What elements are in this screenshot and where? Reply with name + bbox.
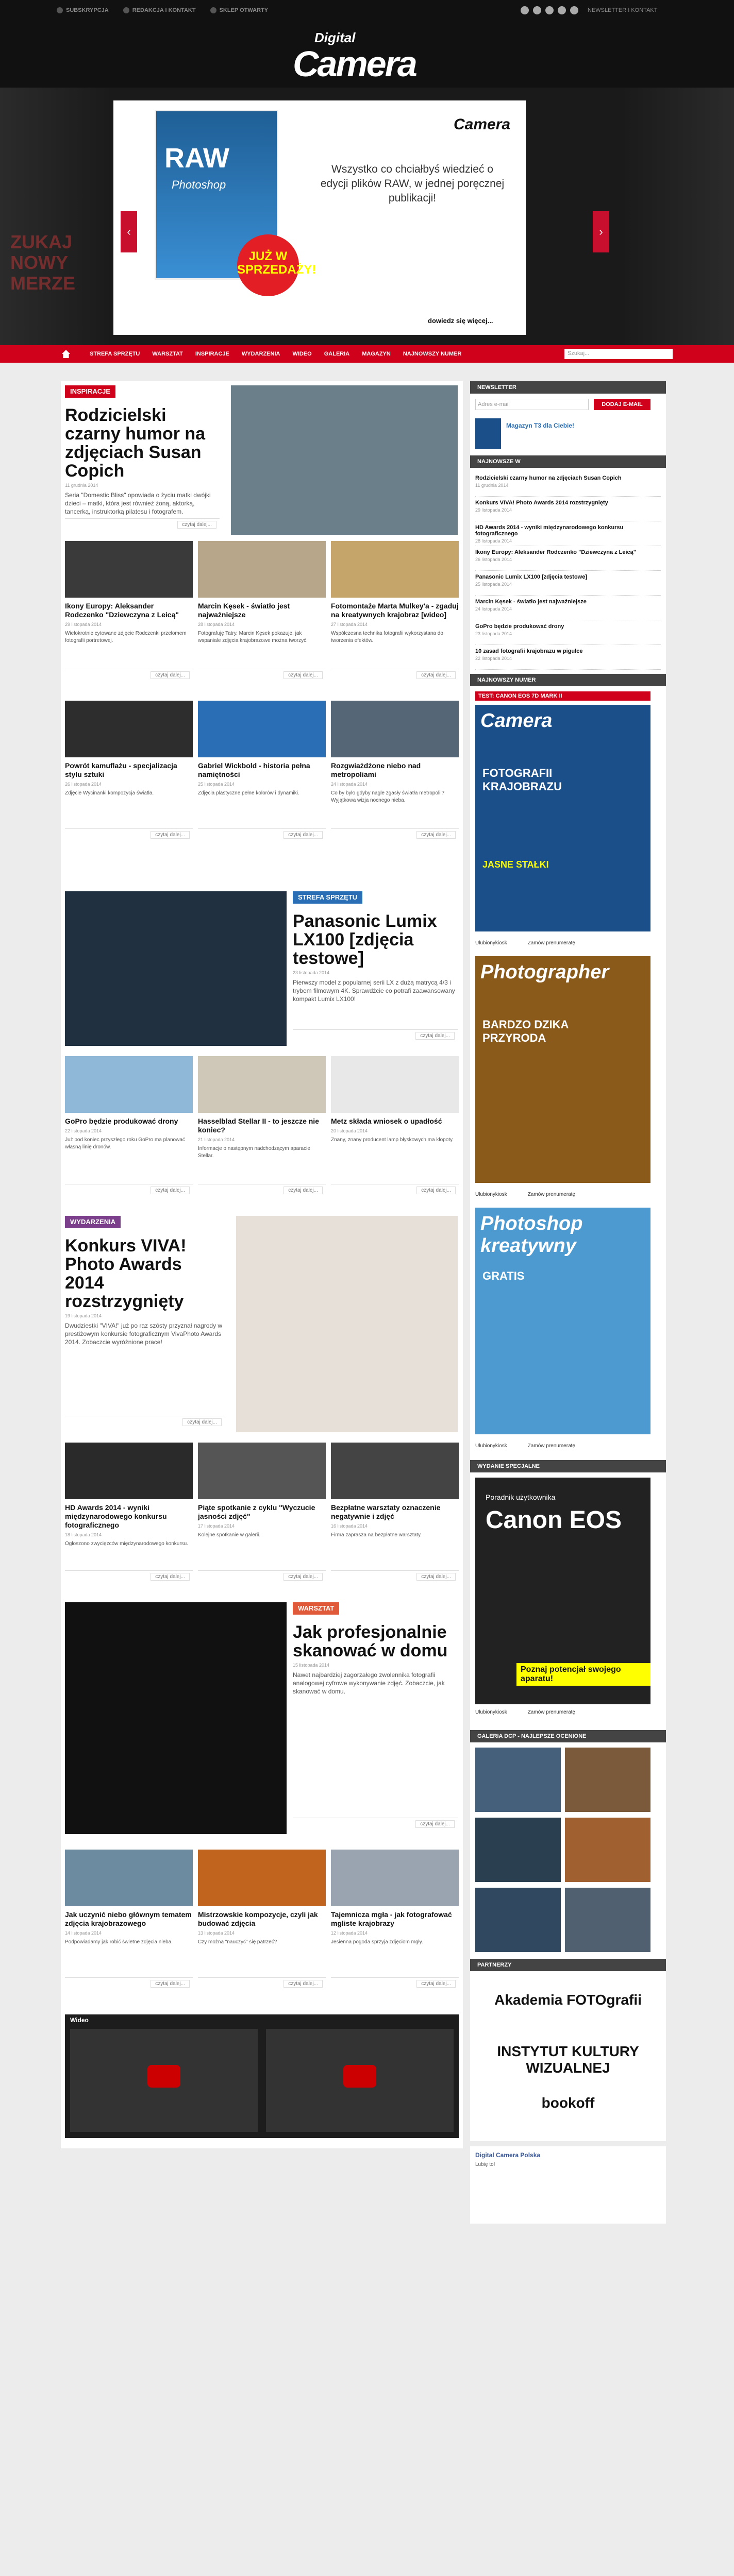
article-excerpt: Wielokrotnie cytowane zdjęcie Rodczenki przełomem fotografii portretowej. bbox=[65, 631, 187, 643]
article-card bbox=[331, 1443, 459, 1582]
article-title[interactable]: Marcin Kęsek - światło jest najważniejsze bbox=[198, 602, 290, 619]
feature-footer bbox=[65, 518, 220, 530]
newest-item[interactable] bbox=[475, 546, 661, 571]
newsletter-link[interactable]: NEWSLETTER I KONTAKT bbox=[588, 7, 658, 13]
newest-item-date: 11 grudnia 2014 bbox=[475, 483, 509, 488]
feature-article bbox=[293, 1623, 458, 1829]
gallery-thumb[interactable] bbox=[565, 1818, 650, 1882]
article-excerpt: Kolejne spotkanie w galerii. bbox=[198, 1532, 261, 1538]
article-title[interactable]: GoPro będzie produkować drony bbox=[65, 1117, 178, 1125]
issues-box bbox=[470, 686, 666, 1460]
feature-excerpt: Dwudziestki "VIVA!" już po raz szósty przyznał nagrody w prestiżowym konkursie fotograficznym VivaPhoto Awards 2014. Zobaczcie wyróżnione prace! bbox=[65, 1322, 223, 1346]
feature-date: 15 listopada 2014 bbox=[293, 1663, 330, 1668]
sidebar-heading: NAJNOWSZY NUMER bbox=[470, 674, 666, 686]
feature-title[interactable]: Konkurs VIVA! Photo Awards 2014 rozstrzygnięty bbox=[65, 1236, 187, 1311]
issue-logo: Photoshop kreatywny bbox=[480, 1213, 583, 1257]
issue-logo: Photographer bbox=[480, 961, 609, 983]
article-card bbox=[65, 1056, 193, 1195]
site-logo[interactable] bbox=[289, 26, 443, 82]
read-more-button[interactable]: czytaj dalej... bbox=[416, 1980, 456, 1988]
article-image[interactable] bbox=[198, 1056, 326, 1113]
article-date: 25 listopada 2014 bbox=[198, 782, 235, 787]
special-cover[interactable] bbox=[475, 1478, 650, 1704]
article-footer bbox=[198, 669, 326, 680]
ghost-text: ZUKAJ NOWY MERZE bbox=[10, 231, 75, 294]
social-links bbox=[521, 6, 657, 14]
article-footer bbox=[65, 1184, 193, 1195]
subscribe-link[interactable]: Zamów prenumeratę bbox=[527, 1191, 575, 1197]
article-excerpt: Jesienna pogoda sprzyja zdjęciom mgły. bbox=[331, 1939, 423, 1945]
video-player[interactable] bbox=[70, 2029, 258, 2132]
partner-logo[interactable]: INSTYTUT KULTURY WIZUALNEJ bbox=[497, 2043, 639, 2076]
play-icon[interactable] bbox=[343, 2065, 376, 2088]
newest-item[interactable] bbox=[475, 521, 661, 546]
cart-icon bbox=[210, 7, 216, 13]
article-card bbox=[198, 1850, 326, 1989]
article-title[interactable]: Powrót kamuflażu - specjalizacja stylu sztuki bbox=[65, 761, 177, 778]
logo-camera: Camera bbox=[293, 44, 416, 84]
nav-item[interactable]: GALERIA bbox=[324, 351, 350, 357]
top-bar bbox=[0, 0, 734, 88]
article-footer bbox=[331, 669, 459, 680]
article-footer bbox=[198, 828, 326, 840]
play-icon[interactable] bbox=[147, 2065, 180, 2088]
article-footer bbox=[65, 1570, 193, 1582]
article-title[interactable]: Tajemnicza mgła - jak fotografować mgliste krajobrazy bbox=[331, 1910, 452, 1927]
issue-headline: BARDZO DZIKA PRZYRODA bbox=[482, 1018, 569, 1044]
read-more-button[interactable]: czytaj dalej... bbox=[283, 1187, 323, 1194]
special-actions bbox=[475, 1704, 661, 1720]
slide-message: Wszystko co chciałbyś wiedzieć o edycji plików RAW, w jednej poręcznej publikacji! bbox=[320, 163, 505, 204]
read-more-button[interactable]: czytaj dalej... bbox=[416, 1573, 456, 1581]
feature-article bbox=[65, 1236, 225, 1427]
read-more-button[interactable]: czytaj dalej... bbox=[283, 671, 323, 679]
partner-logo[interactable]: Akademia FOTOgrafii bbox=[494, 1992, 642, 2008]
hero-slider bbox=[0, 88, 734, 345]
article-footer bbox=[331, 1184, 459, 1195]
article-image[interactable] bbox=[198, 1443, 326, 1499]
read-more-button[interactable]: czytaj dalej... bbox=[416, 671, 456, 679]
promo-title[interactable]: Magazyn T3 dla Ciebie! bbox=[506, 422, 575, 429]
partners-box bbox=[470, 1971, 666, 2141]
section-label-inspiracje[interactable]: INSPIRACJE bbox=[65, 385, 115, 398]
newest-item-date: 24 listopada 2014 bbox=[475, 606, 512, 612]
newest-item[interactable] bbox=[475, 497, 661, 521]
article-excerpt: Znany, znany producent lamp błyskowych ma kłopoty. bbox=[331, 1137, 454, 1143]
article-footer bbox=[198, 1977, 326, 1989]
article-excerpt: Ogłoszono zwycięzców międzynarodowego konkursu. bbox=[65, 1541, 189, 1547]
article-image[interactable] bbox=[65, 1850, 193, 1906]
article-image[interactable] bbox=[65, 541, 193, 598]
feature-date: 19 listopada 2014 bbox=[65, 1313, 102, 1318]
feature-excerpt: Pierwszy model z popularnej serii LX z dużą matrycą 4/3 i trybem filmowym 4K. Sprawdźcie co potrafi zaawansowany kompakt Lumix LX100! bbox=[293, 979, 455, 1003]
nav-item[interactable]: MAGAZYN bbox=[362, 351, 391, 357]
top-link-label: SUBSKRYPCJA bbox=[66, 7, 109, 13]
article-title[interactable]: Mistrzowskie kompozycje, czyli jak budować zdjęcia bbox=[198, 1910, 318, 1927]
feature-excerpt: Nawet najbardziej zagorzałego zwolennika fotografii analogowej cyfrowe wykonywanie zdjęć. Zobaczcie, jak skanować w domu. bbox=[293, 1671, 445, 1695]
feature-title[interactable]: Rodzicielski czarny humor na zdjęciach Susan Copich bbox=[65, 405, 206, 481]
feature-article bbox=[293, 912, 458, 1041]
nav-items bbox=[84, 345, 468, 363]
sidebar-heading: GALERIA DCP - NAJLEPSZE OCENIONE bbox=[470, 1730, 666, 1742]
article-footer bbox=[331, 828, 459, 840]
article-card bbox=[65, 1443, 193, 1582]
article-title[interactable]: Bezpłatne warsztaty oznaczenie negatywnie i zdjęć bbox=[331, 1503, 441, 1520]
main-nav bbox=[0, 345, 734, 363]
issue-logo: Camera bbox=[480, 710, 553, 732]
slide-logo: Camera bbox=[454, 116, 511, 133]
video-section bbox=[65, 2014, 459, 2138]
article-excerpt: Zdjęcie Wycinanki kompozycja światła. bbox=[65, 790, 154, 796]
article-footer bbox=[198, 1570, 326, 1582]
main-content bbox=[61, 381, 463, 2148]
issue-headline: FOTOGRAFII KRAJOBRAZU bbox=[482, 767, 562, 793]
issue-headline: GRATIS bbox=[482, 1269, 525, 1282]
read-more-button[interactable]: czytaj dalej... bbox=[416, 831, 456, 839]
newest-item-title: GoPro będzie produkować drony bbox=[475, 623, 564, 630]
top-links bbox=[57, 7, 268, 13]
article-date: 12 listopada 2014 bbox=[331, 1930, 368, 1936]
youtube-icon[interactable] bbox=[558, 6, 566, 14]
feature-footer bbox=[65, 1416, 225, 1427]
newest-item-title: Panasonic Lumix LX100 [zdjęcia testowe] bbox=[475, 574, 588, 580]
subscribe-link[interactable]: Zamów prenumeratę bbox=[527, 1443, 575, 1449]
article-date: 16 listopada 2014 bbox=[331, 1523, 368, 1529]
partner-logo[interactable]: bookoff bbox=[541, 2095, 595, 2111]
nav-item[interactable]: INSPIRACJE bbox=[195, 351, 229, 357]
article-card bbox=[65, 541, 193, 680]
article-footer bbox=[331, 1570, 459, 1582]
top-link[interactable] bbox=[210, 7, 269, 13]
newest-item-title: Konkurs VIVA! Photo Awards 2014 rozstrzygnięty bbox=[475, 500, 608, 506]
slider-next-preview bbox=[621, 88, 734, 345]
sidebar-heading: WYDANIE SPECJALNE bbox=[470, 1460, 666, 1472]
article-date: 22 listopada 2014 bbox=[65, 1128, 102, 1133]
article-excerpt: Czy można "nauczyć" się patrzeć? bbox=[198, 1939, 277, 1945]
newest-item-title: Marcin Kęsek - światło jest najważniejsze bbox=[475, 599, 587, 605]
read-more-button[interactable]: czytaj dalej... bbox=[151, 671, 190, 679]
gallery-thumb[interactable] bbox=[475, 1818, 561, 1882]
gallery-thumb[interactable] bbox=[565, 1748, 650, 1812]
article-excerpt: Współczesna technika fotografii wykorzystana do tworzenia efektów. bbox=[331, 631, 443, 643]
sidebar-heading: PARTNERZY bbox=[470, 1959, 666, 1971]
newest-item-title: Ikony Europy: Aleksander Rodczenko "Dziewczyna z Leicą" bbox=[475, 549, 637, 555]
top-link-label: SKLEP OTWARTY bbox=[219, 7, 269, 13]
article-excerpt: Fotografuję Tatry. Marcin Kęsek pokazuje, jak wspaniale zdjęcia krajobrazowe można tworzyć. bbox=[198, 631, 308, 643]
kiosk-link[interactable]: Ulubionykiosk bbox=[475, 1709, 507, 1715]
article-title[interactable]: HD Awards 2014 - wyniki międzynarodowego konkursu fotograficznego bbox=[65, 1503, 167, 1529]
article-date: 26 listopada 2014 bbox=[65, 782, 102, 787]
facebook-like[interactable]: Lubię to! bbox=[475, 2162, 495, 2167]
article-footer bbox=[331, 1977, 459, 1989]
article-image[interactable] bbox=[331, 1056, 459, 1113]
read-more-button[interactable]: czytaj dalej... bbox=[151, 1187, 190, 1194]
newest-item[interactable] bbox=[475, 596, 661, 620]
feature-title[interactable]: Jak profesjonalnie skanować w domu bbox=[293, 1622, 448, 1660]
article-card bbox=[198, 541, 326, 680]
search-input[interactable] bbox=[564, 349, 673, 359]
read-more-button[interactable]: czytaj dalej... bbox=[283, 1980, 323, 1988]
feature-image[interactable] bbox=[236, 1216, 458, 1432]
article-date: 18 listopada 2014 bbox=[65, 1532, 102, 1537]
article-title[interactable]: Jak uczynić niebo głównym tematem zdjęcia krajobrazowego bbox=[65, 1910, 192, 1927]
article-excerpt: Firma zaprasza na bezpłatne warsztaty. bbox=[331, 1532, 422, 1538]
top-link-label: REDAKCJA I KONTAKT bbox=[132, 7, 196, 13]
article-excerpt: Już pod koniec przyszłego roku GoPro ma planować własną linię dronów. bbox=[65, 1137, 185, 1150]
home-icon[interactable] bbox=[62, 350, 70, 358]
article-title[interactable]: Gabriel Wickbold - historia pełna namiętności bbox=[198, 761, 310, 778]
article-title[interactable]: Rozgwiażdżone niebo nad metropoliami bbox=[331, 761, 421, 778]
newest-item-date: 26 listopada 2014 bbox=[475, 557, 512, 562]
section-label-strefa[interactable]: STREFA SPRZĘTU bbox=[293, 891, 362, 904]
newest-list bbox=[470, 468, 666, 674]
newest-item-date: 22 listopada 2014 bbox=[475, 656, 512, 661]
article-excerpt: Zdjęcia plastyczne pełne kolorów i dynamiki. bbox=[198, 790, 299, 796]
article-image[interactable] bbox=[65, 1056, 193, 1113]
slider-prev-arrow[interactable]: ‹ bbox=[121, 211, 137, 252]
newest-item[interactable] bbox=[475, 571, 661, 596]
article-date: 13 listopada 2014 bbox=[198, 1930, 235, 1936]
issue-actions bbox=[475, 934, 661, 952]
read-more-button[interactable]: czytaj dalej... bbox=[151, 1573, 190, 1581]
newsletter-input[interactable]: Adres e-mail bbox=[475, 399, 589, 410]
feature-date: 11 grudnia 2014 bbox=[65, 483, 98, 488]
article-card bbox=[331, 1056, 459, 1195]
article-title[interactable]: Ikony Europy: Aleksander Rodczenko "Dziewczyna z Leicą" bbox=[65, 602, 179, 619]
article-image[interactable] bbox=[65, 701, 193, 757]
feature-footer bbox=[293, 1029, 458, 1041]
article-card bbox=[198, 1056, 326, 1195]
article-footer bbox=[65, 828, 193, 840]
gallery-thumb[interactable] bbox=[475, 1748, 561, 1812]
article-date: 29 listopada 2014 bbox=[65, 622, 102, 627]
nav-item[interactable]: STREFA SPRZĘTU bbox=[90, 351, 140, 357]
article-card bbox=[331, 701, 459, 840]
article-title[interactable]: Piąte spotkanie z cyklu "Wyczucie jasności zdjęć" bbox=[198, 1503, 315, 1520]
article-footer bbox=[65, 669, 193, 680]
nav-item[interactable]: WYDARZENIA bbox=[241, 351, 280, 357]
mail-icon bbox=[123, 7, 129, 13]
slide-more-link[interactable]: dowiedz się więcej... bbox=[428, 317, 493, 325]
read-more-button[interactable]: czytaj dalej... bbox=[151, 831, 190, 839]
article-image[interactable] bbox=[198, 541, 326, 598]
issue-banner: TEST: CANON EOS 7D MARK II bbox=[475, 691, 650, 701]
read-more-button[interactable]: czytaj dalej... bbox=[177, 521, 216, 529]
slide[interactable] bbox=[113, 100, 526, 335]
read-more-button[interactable]: czytaj dalej... bbox=[415, 1032, 455, 1040]
article-image[interactable] bbox=[331, 1850, 459, 1906]
article-excerpt: Podpowiadamy jak robić świetne zdjęcia nieba. bbox=[65, 1939, 173, 1945]
video-label: Wideo bbox=[70, 2016, 89, 2024]
newest-item-title: HD Awards 2014 - wyniki międzynarodowego konkursu fotograficznego bbox=[475, 524, 624, 537]
subscribe-link[interactable]: Zamów prenumeratę bbox=[527, 1709, 575, 1715]
read-more-button[interactable]: czytaj dalej... bbox=[415, 1820, 455, 1828]
gallery-box bbox=[470, 1742, 666, 1959]
newest-item-date: 23 listopada 2014 bbox=[475, 631, 512, 636]
sidebar-heading: NEWSLETTER bbox=[470, 381, 666, 394]
user-icon bbox=[57, 7, 63, 13]
promo-image[interactable] bbox=[475, 418, 501, 449]
facebook-title[interactable]: Digital Camera Polska bbox=[475, 2151, 541, 2159]
cover-photoshop: Photoshop bbox=[172, 178, 226, 191]
issue-cover[interactable] bbox=[475, 1208, 650, 1434]
twitter-icon[interactable] bbox=[533, 6, 541, 14]
feature-date: 23 listopada 2014 bbox=[293, 970, 330, 975]
article-image[interactable] bbox=[331, 1443, 459, 1499]
newest-item-date: 29 listopada 2014 bbox=[475, 507, 512, 513]
kiosk-link[interactable]: Ulubionykiosk bbox=[475, 1191, 507, 1197]
newest-item[interactable] bbox=[475, 472, 661, 497]
issue-cover[interactable] bbox=[475, 705, 650, 931]
top-link[interactable] bbox=[57, 7, 109, 13]
read-more-button[interactable]: czytaj dalej... bbox=[151, 1980, 190, 1988]
kiosk-link[interactable]: Ulubionykiosk bbox=[475, 1443, 507, 1449]
logo-digital: Digital bbox=[314, 30, 356, 45]
gallery-thumb[interactable] bbox=[475, 1888, 561, 1952]
article-card bbox=[198, 701, 326, 840]
article-excerpt: Informacje o następnym nadchodzącym aparacie Stellar. bbox=[198, 1146, 310, 1159]
read-more-button[interactable]: czytaj dalej... bbox=[283, 831, 323, 839]
article-excerpt: Co by było gdyby nagle zgasły światła metropolii? Wyjątkowa wizja nocnego nieba. bbox=[331, 790, 445, 803]
article-card bbox=[65, 1850, 193, 1989]
read-more-button[interactable]: czytaj dalej... bbox=[182, 1418, 222, 1426]
article-date: 14 listopada 2014 bbox=[65, 1930, 102, 1936]
issue-actions bbox=[475, 1185, 661, 1204]
newest-item-title: 10 zasad fotografii krajobrazu w pigułce bbox=[475, 648, 583, 654]
slider-prev-preview bbox=[0, 88, 113, 345]
feature-image[interactable] bbox=[65, 891, 287, 1046]
read-more-button[interactable]: czytaj dalej... bbox=[416, 1187, 456, 1194]
newest-item-title: Rodzicielski czarny humor na zdjęciach Susan Copich bbox=[475, 475, 622, 481]
issue-actions bbox=[475, 1436, 661, 1455]
special-box bbox=[470, 1472, 666, 1730]
newsletter-button[interactable]: DODAJ E-MAIL bbox=[594, 399, 650, 410]
section-label-warsztat[interactable]: WARSZTAT bbox=[293, 1602, 339, 1615]
special-sub: Poznaj potencjał swojego aparatu! bbox=[516, 1663, 650, 1686]
article-date: 27 listopada 2014 bbox=[331, 622, 368, 627]
slider-next-arrow[interactable]: › bbox=[593, 211, 609, 252]
nav-item[interactable]: WIDEO bbox=[292, 351, 312, 357]
facebook-icon[interactable] bbox=[521, 6, 529, 14]
top-link[interactable] bbox=[123, 7, 196, 13]
read-more-button[interactable]: czytaj dalej... bbox=[283, 1573, 323, 1581]
article-footer bbox=[198, 1184, 326, 1195]
article-date: 28 listopada 2014 bbox=[198, 622, 235, 627]
article-date: 17 listopada 2014 bbox=[198, 1523, 235, 1529]
newest-item-date: 28 listopada 2014 bbox=[475, 538, 512, 544]
feature-footer bbox=[293, 1818, 458, 1829]
article-card bbox=[331, 1850, 459, 1989]
nav-item[interactable]: WARSZTAT bbox=[152, 351, 183, 357]
subscribe-link[interactable]: Zamów prenumeratę bbox=[527, 940, 575, 946]
cover-raw: RAW bbox=[164, 143, 229, 174]
sidebar bbox=[470, 381, 666, 2224]
sale-badge: JUŻ W SPRZEDAŻY! bbox=[237, 234, 299, 296]
issue-cover[interactable] bbox=[475, 956, 650, 1183]
article-footer bbox=[65, 1977, 193, 1989]
feature-image[interactable] bbox=[65, 1602, 287, 1834]
newest-item-date: 25 listopada 2014 bbox=[475, 582, 512, 587]
article-title[interactable]: Metz składa wniosek o upadłość bbox=[331, 1117, 442, 1125]
gallery-thumb[interactable] bbox=[565, 1888, 650, 1952]
article-title[interactable]: Hasselblad Stellar II - to jeszcze nie koniec? bbox=[198, 1117, 319, 1134]
newest-item[interactable] bbox=[475, 645, 661, 670]
article-date: 20 listopada 2014 bbox=[331, 1128, 368, 1133]
video-player[interactable] bbox=[266, 2029, 454, 2132]
newest-item[interactable] bbox=[475, 620, 661, 645]
article-date: 24 listopada 2014 bbox=[331, 782, 368, 787]
feature-image[interactable] bbox=[231, 385, 458, 535]
feature-excerpt: Seria "Domestic Bliss" opowiada o życiu matki dwójki dzieci – matki, która jest również żoną, aktorką, tancerką, instruktorką pilatesu i fotografem. bbox=[65, 492, 211, 515]
kiosk-link[interactable]: Ulubionykiosk bbox=[475, 940, 507, 946]
feature-article bbox=[65, 406, 220, 530]
issue-sub: JASNE STAŁKI bbox=[482, 859, 549, 870]
article-image[interactable] bbox=[65, 1443, 193, 1499]
article-card bbox=[331, 541, 459, 680]
article-image[interactable] bbox=[198, 701, 326, 757]
feature-title[interactable]: Panasonic Lumix LX100 [zdjęcia testowe] bbox=[293, 911, 437, 968]
special-head: Poradnik użytkownika bbox=[486, 1493, 556, 1501]
article-card bbox=[198, 1443, 326, 1582]
search-placeholder: Szukaj... bbox=[568, 350, 590, 357]
facebook-box bbox=[470, 2146, 666, 2224]
article-image[interactable] bbox=[331, 541, 459, 598]
pinterest-icon[interactable] bbox=[570, 6, 578, 14]
newsletter-box bbox=[470, 394, 666, 455]
special-logo: Canon EOS bbox=[486, 1506, 622, 1534]
nav-item[interactable]: NAJNOWSZY NUMER bbox=[403, 351, 462, 357]
google-plus-icon[interactable] bbox=[545, 6, 554, 14]
section-label-wydarzenia[interactable]: WYDARZENIA bbox=[65, 1216, 121, 1228]
article-image[interactable] bbox=[331, 701, 459, 757]
article-title[interactable]: Fotomontaże Marta Mulkey'a - zgaduj na kreatywnych krajobraz [wideo] bbox=[331, 602, 459, 619]
article-image[interactable] bbox=[198, 1850, 326, 1906]
article-date: 21 listopada 2014 bbox=[198, 1137, 235, 1142]
sidebar-heading: NAJNOWSZE W bbox=[470, 455, 666, 468]
article-card bbox=[65, 701, 193, 840]
